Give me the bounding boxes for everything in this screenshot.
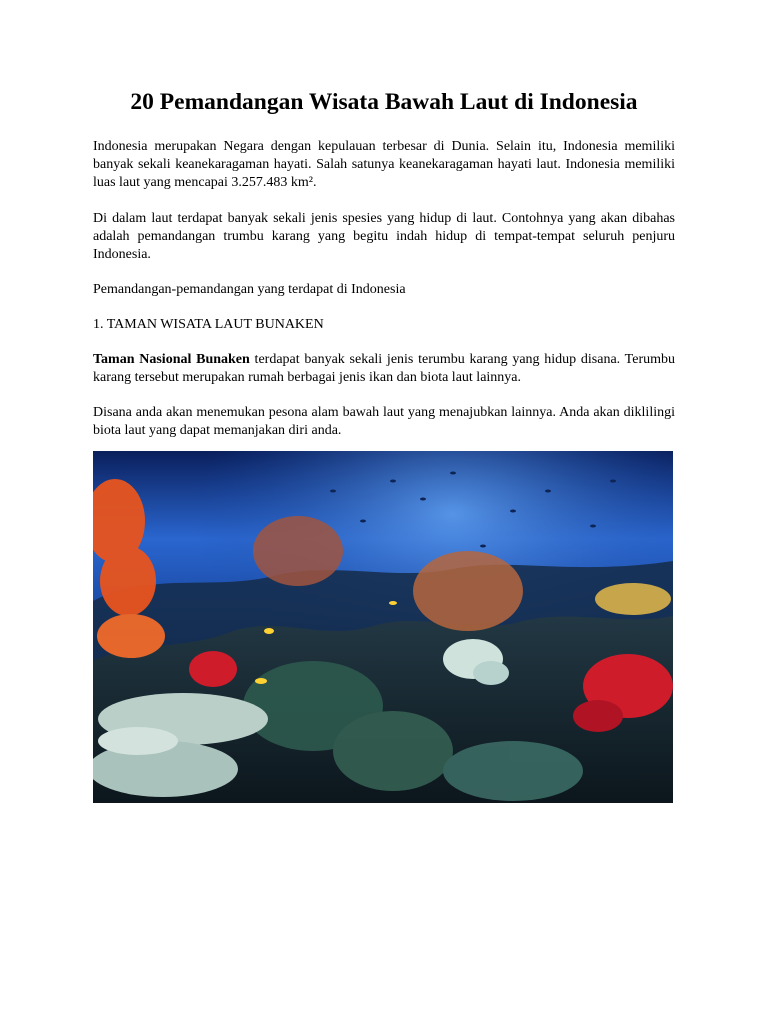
- bunaken-paragraph: [93, 351, 675, 387]
- article-body: [93, 88, 675, 457]
- coral-reef-photo: [93, 451, 673, 803]
- species-paragraph: Di dalam laut terdapat banyak sekali jenis spesies yang hidup di laut. Contohnya yang akan dibahas adalah pemandangan trumbu karang yang begitu indah hidup di tempat-tempat seluruh penjuru Indonesia.: [93, 211, 675, 262]
- section-heading: 1. TAMAN WISATA LAUT BUNAKEN: [93, 317, 324, 332]
- intro-paragraph: Indonesia merupakan Negara dengan kepulauan terbesar di Dunia. Selain itu, Indonesia memiliki banyak sekali keanekaragaman hayati. Salah satunya keanekaragaman hayati laut. Indonesia memiliki luas laut yang mencapai 3.257.483 km².: [93, 139, 675, 190]
- yellow-coral: [595, 583, 671, 615]
- page-title: 20 Pemandangan Wisata Bawah Laut di Indonesia: [130, 89, 638, 115]
- list-intro-paragraph: Pemandangan-pemandangan yang terdapat di Indonesia: [93, 282, 406, 297]
- bunaken-paragraph-text: terdapat banyak sekali jenis terumbu karang yang hidup disana. Terumbu karang tersebut merupakan rumah berbagai jenis ikan dan biota laut lainnya.: [93, 352, 676, 385]
- closing-paragraph: Disana anda akan menemukan pesona alam bawah laut yang menajubkan lainnya. Anda akan diklilingi biota laut yang dapat memanjakan diri anda.: [93, 405, 675, 438]
- bunaken-bold-name: Taman Nasional Bunaken: [93, 352, 250, 367]
